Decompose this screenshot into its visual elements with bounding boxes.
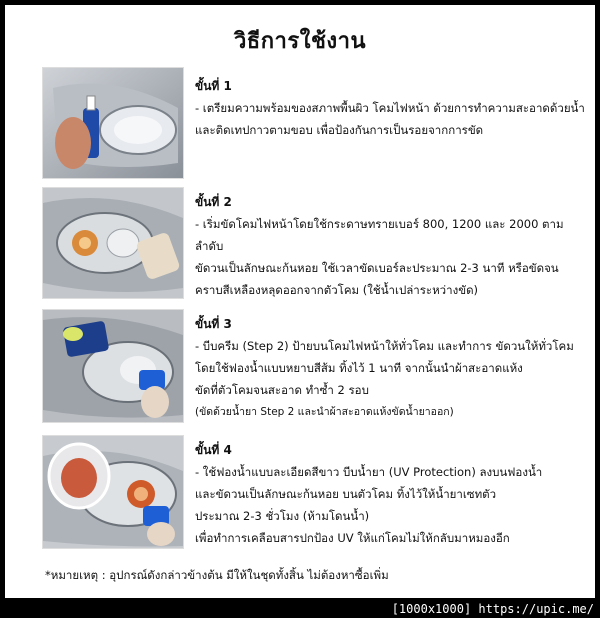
step-3-text (195, 313, 585, 423)
step-line: และติดเทปกาวตามขอบ เพื่อป้องกันการเป็นรอยจากการขัด (195, 123, 484, 137)
step-line: คราบสีเหลืองหลุดออกจากตัวโคม (ใช้น้ำเปล่าระหว่างขัด) (195, 283, 479, 297)
step-line: ขัดวนเป็นลักษณะก้นหอย ใช้เวลาขัดเบอร์ละประมาณ 2-3 นาที หรือขัดจน (195, 261, 559, 275)
instruction-sheet (5, 5, 595, 598)
step-line: เพื่อทำการเคลือบสารปกป้อง UV ให้แก่โคมไม่ให้กลับมาหมองอีก (195, 531, 510, 545)
footnote: *หมายเหตุ : อุปกรณ์ดังกล่าวข้างต้น มีให้ในชุดทั้งสิ้น ไม่ต้องหาซื้อเพิ่ม (45, 568, 389, 582)
step-heading: ขั้นที่ 1 (195, 79, 232, 93)
step-line: - เริ่มขัดโคมไฟหน้าโดยใช้กระดาษทรายเบอร์ 800, 1200 และ 2000 ตามลำดับ (195, 217, 564, 253)
step-1-text (195, 75, 585, 141)
step-heading: ขั้นที่ 4 (195, 443, 232, 457)
step-line: - ใช้ฟองน้ำแบบละเอียดสีขาว บีบน้ำยา (UV Protection) ลงบนฟองน้ำ (195, 465, 543, 479)
headlight-spray-photo (42, 67, 184, 179)
page-title: วิธีการใช้งาน (233, 29, 367, 54)
step-heading: ขั้นที่ 2 (195, 195, 232, 209)
step-heading: ขั้นที่ 3 (195, 317, 232, 331)
step-2-text (195, 191, 585, 301)
step-4-text (195, 439, 585, 549)
upic-watermark[interactable]: [1000x1000] https://upic.me/ (391, 602, 594, 616)
headlight-uv-coat-photo (42, 435, 184, 549)
step-line: ขัดที่ตัวโคมจนสะอาด ทำซ้ำ 2 รอบ (195, 383, 369, 397)
step-line: ประมาณ 2-3 ชั่วโมง (ห้ามโดนน้ำ) (195, 509, 370, 523)
headlight-polish-photo (42, 309, 184, 423)
step-note: (ขัดด้วยน้ำยา Step 2 และนำผ้าสะอาดแห้งขัดน้ำยาออก) (195, 406, 454, 418)
step-line: - เตรียมความพร้อมของสภาพพื้นผิว โคมไฟหน้า ด้วยการทำความสะอาดด้วยน้ำ (195, 101, 585, 115)
step-line: - บีบครีม (Step 2) ป้ายบนโคมไฟหน้าให้ทั่วโคม และทำการ ขัดวนให้ทั่วโคม (195, 339, 574, 353)
headlight-sanding-photo (42, 187, 184, 299)
step-line: โดยใช้ฟองน้ำแบบหยาบสีส้ม ทิ้งไว้ 1 นาที จากนั้นนำผ้าสะอาดแห้ง (195, 361, 523, 375)
step-line: และขัดวนเป็นลักษณะก้นหอย บนตัวโคม ทิ้งไว้ให้น้ำยาเซทตัว (195, 487, 497, 501)
